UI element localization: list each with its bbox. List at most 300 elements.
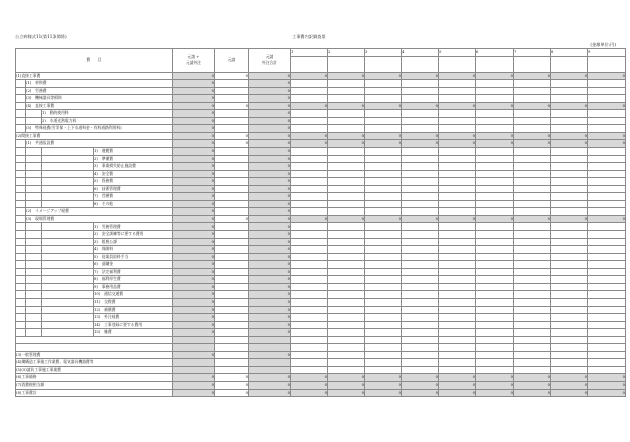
header-month-space-3 <box>365 56 402 72</box>
month-value <box>551 185 588 193</box>
header-col-c: 元請 外注合計 <box>249 49 291 73</box>
month-value <box>328 268 365 276</box>
indent-cell <box>16 80 26 88</box>
month-value <box>588 268 626 276</box>
month-value <box>402 351 439 359</box>
month-value <box>551 329 588 337</box>
value-a: 0 <box>173 80 215 88</box>
month-value <box>588 148 626 156</box>
month-value <box>291 185 328 193</box>
month-value <box>365 261 402 269</box>
month-value <box>588 125 626 133</box>
value-b <box>215 359 249 367</box>
table-row <box>16 366 626 374</box>
month-value: 0 <box>476 140 514 148</box>
value-a: 0 <box>173 178 215 186</box>
indent-cell <box>16 140 26 148</box>
month-value <box>551 238 588 246</box>
value-c: 0 <box>249 374 291 382</box>
month-value <box>365 178 402 186</box>
indent-cell <box>26 193 42 201</box>
month-value <box>328 80 365 88</box>
month-value <box>588 359 626 367</box>
indent-cell <box>16 148 26 156</box>
month-value <box>514 306 551 314</box>
month-value: 0 <box>365 374 402 382</box>
month-value <box>588 306 626 314</box>
month-value <box>514 200 551 208</box>
month-value <box>514 314 551 322</box>
month-value <box>551 253 588 261</box>
value-b <box>215 329 249 337</box>
table-row <box>16 200 626 208</box>
month-value <box>514 253 551 261</box>
month-value <box>402 223 439 231</box>
value-b <box>215 125 249 133</box>
month-value <box>402 246 439 254</box>
table-row <box>16 351 626 359</box>
month-value <box>328 125 365 133</box>
month-value <box>291 193 328 201</box>
indent-cell <box>26 223 42 231</box>
month-value <box>439 238 476 246</box>
month-value <box>514 95 551 103</box>
table-row <box>16 170 626 178</box>
indent-cell <box>16 95 26 103</box>
month-value <box>439 185 476 193</box>
month-value <box>514 366 551 374</box>
indent-cell <box>16 125 26 133</box>
month-value: 0 <box>291 132 328 140</box>
month-value <box>402 110 439 118</box>
header-month-space-9 <box>588 56 626 72</box>
month-value <box>514 298 551 306</box>
month-value <box>291 306 328 314</box>
month-value: 0 <box>551 102 588 110</box>
indent-cell <box>16 321 26 329</box>
value-c: 0 <box>249 306 291 314</box>
month-value <box>402 170 439 178</box>
month-value <box>476 148 514 156</box>
row-label: 8) 福利厚生費 <box>94 276 173 284</box>
month-value <box>365 336 402 344</box>
month-value <box>365 321 402 329</box>
month-value: 0 <box>476 381 514 389</box>
row-label: 9) 事務用品費 <box>94 283 173 291</box>
month-value: 0 <box>328 389 365 397</box>
row-label: 5) 役務費 <box>94 178 173 186</box>
month-value <box>551 276 588 284</box>
month-value <box>402 253 439 261</box>
month-value <box>476 306 514 314</box>
month-value <box>476 276 514 284</box>
month-value: 0 <box>291 72 328 80</box>
table-row <box>16 336 626 344</box>
indent-cell <box>16 298 26 306</box>
indent-cell <box>16 253 26 261</box>
month-value <box>291 80 328 88</box>
month-value <box>588 117 626 125</box>
month-value <box>402 155 439 163</box>
indent-cell <box>26 283 42 291</box>
value-a: 0 <box>173 185 215 193</box>
row-label: (7)消費税相当額 <box>16 381 173 389</box>
month-value <box>588 80 626 88</box>
month-value: 0 <box>588 72 626 80</box>
value-a: 0 <box>173 374 215 382</box>
value-b <box>215 261 249 269</box>
header-col-a: 元請 + 元請外注 <box>173 49 215 73</box>
month-value: 0 <box>365 389 402 397</box>
month-value <box>365 223 402 231</box>
value-c: 0 <box>249 283 291 291</box>
month-value <box>291 344 328 352</box>
month-value <box>365 238 402 246</box>
indent-cell <box>16 306 26 314</box>
table-row <box>16 231 626 239</box>
row-label: 2) 準備費 <box>94 155 173 163</box>
indent-cell <box>16 208 26 216</box>
month-value <box>514 336 551 344</box>
month-value <box>365 298 402 306</box>
row-label: (2) イメージアップ経費 <box>26 208 173 216</box>
month-value <box>328 344 365 352</box>
month-value <box>439 366 476 374</box>
month-value <box>328 231 365 239</box>
month-value <box>439 155 476 163</box>
month-value <box>439 268 476 276</box>
table-row <box>16 238 626 246</box>
month-value <box>439 193 476 201</box>
value-a: 0 <box>173 117 215 125</box>
table-row <box>16 125 626 133</box>
month-value <box>551 110 588 118</box>
month-value: 0 <box>514 102 551 110</box>
month-value: 0 <box>402 374 439 382</box>
month-value <box>328 148 365 156</box>
month-value <box>588 163 626 171</box>
row-label: 3) 事業損失防止施設費 <box>94 163 173 171</box>
table-row <box>16 268 626 276</box>
month-value <box>365 170 402 178</box>
month-value <box>439 223 476 231</box>
month-value <box>514 351 551 359</box>
month-value <box>365 110 402 118</box>
month-value <box>551 208 588 216</box>
indent-cell <box>26 170 42 178</box>
value-b <box>215 336 249 344</box>
value-c: 0 <box>249 193 291 201</box>
month-value <box>476 366 514 374</box>
month-value <box>365 193 402 201</box>
month-value: 0 <box>551 72 588 80</box>
value-c: 0 <box>249 102 291 110</box>
value-a: 0 <box>173 321 215 329</box>
indent-cell <box>26 163 42 171</box>
month-value <box>291 148 328 156</box>
indent-cell <box>16 238 26 246</box>
month-value <box>588 185 626 193</box>
indent-cell <box>42 276 94 284</box>
month-value: 0 <box>365 140 402 148</box>
month-value: 0 <box>402 132 439 140</box>
indent-cell <box>26 200 42 208</box>
value-c: 0 <box>249 208 291 216</box>
header-month-5: 5 <box>439 49 476 57</box>
indent-cell <box>26 314 42 322</box>
month-value <box>402 193 439 201</box>
value-b <box>215 185 249 193</box>
month-value <box>551 163 588 171</box>
month-value <box>365 291 402 299</box>
table-row <box>16 291 626 299</box>
header-month-3: 3 <box>365 49 402 57</box>
month-value: 0 <box>551 381 588 389</box>
month-value: 0 <box>439 389 476 397</box>
value-b: 0 <box>215 132 249 140</box>
month-value <box>291 359 328 367</box>
value-c: 0 <box>249 321 291 329</box>
value-a: 0 <box>173 298 215 306</box>
table-row <box>16 72 626 80</box>
value-a <box>173 359 215 367</box>
month-value <box>365 306 402 314</box>
value-a: 0 <box>173 231 215 239</box>
month-value <box>514 117 551 125</box>
value-b <box>215 306 249 314</box>
month-value <box>402 283 439 291</box>
month-value <box>439 283 476 291</box>
month-value <box>439 351 476 359</box>
table-row <box>16 163 626 171</box>
month-value <box>514 359 551 367</box>
month-value: 0 <box>514 389 551 397</box>
month-value <box>514 344 551 352</box>
value-b <box>215 80 249 88</box>
value-a: 0 <box>173 110 215 118</box>
indent-cell <box>42 261 94 269</box>
value-c: 0 <box>249 246 291 254</box>
header-month-space-7 <box>514 56 551 72</box>
value-b <box>215 223 249 231</box>
row-label: (5)(5)請負工事施工事業費 <box>16 366 173 374</box>
month-value <box>551 200 588 208</box>
month-value <box>402 208 439 216</box>
table-row <box>16 185 626 193</box>
value-b <box>215 366 249 374</box>
row-label: 6) 退職金 <box>94 261 173 269</box>
indent-cell <box>16 110 26 118</box>
value-c <box>249 366 291 374</box>
table-row <box>16 208 626 216</box>
indent-cell <box>42 306 94 314</box>
month-value <box>439 80 476 88</box>
value-c: 0 <box>249 298 291 306</box>
month-value <box>439 231 476 239</box>
value-c: 0 <box>249 110 291 118</box>
month-value <box>402 336 439 344</box>
month-value <box>291 291 328 299</box>
month-value <box>551 170 588 178</box>
month-value <box>514 238 551 246</box>
month-value <box>328 314 365 322</box>
row-label: 6) 技術管理費 <box>94 185 173 193</box>
value-c: 0 <box>249 140 291 148</box>
month-value <box>476 336 514 344</box>
value-b <box>215 298 249 306</box>
value-c: 0 <box>249 253 291 261</box>
month-value <box>476 298 514 306</box>
month-value <box>402 95 439 103</box>
month-value <box>402 178 439 186</box>
value-c: 0 <box>249 72 291 80</box>
value-c: 0 <box>249 132 291 140</box>
value-a: 0 <box>173 381 215 389</box>
value-c: 0 <box>249 125 291 133</box>
month-value: 0 <box>551 132 588 140</box>
month-value <box>588 155 626 163</box>
indent-cell <box>16 291 26 299</box>
row-label: 1) 運搬費 <box>94 148 173 156</box>
value-a: 0 <box>173 291 215 299</box>
indent-cell <box>16 87 26 95</box>
value-b <box>215 193 249 201</box>
month-value <box>291 261 328 269</box>
indent-cell <box>16 231 26 239</box>
indent-cell <box>42 223 94 231</box>
indent-cell <box>16 200 26 208</box>
month-value <box>588 200 626 208</box>
month-value <box>476 178 514 186</box>
month-value <box>551 95 588 103</box>
month-value <box>476 163 514 171</box>
month-value <box>439 329 476 337</box>
value-b <box>215 314 249 322</box>
month-value <box>291 208 328 216</box>
month-value <box>588 261 626 269</box>
value-a: 0 <box>173 208 215 216</box>
value-b: 0 <box>215 102 249 110</box>
month-value <box>328 253 365 261</box>
month-value <box>476 87 514 95</box>
month-value <box>365 185 402 193</box>
table-header <box>16 49 626 73</box>
month-value <box>588 283 626 291</box>
month-value <box>402 366 439 374</box>
month-value <box>402 80 439 88</box>
table-row <box>16 87 626 95</box>
indent-cell <box>16 178 26 186</box>
row-label: 15) 雑費 <box>94 329 173 337</box>
indent-cell <box>16 117 26 125</box>
month-value <box>476 193 514 201</box>
indent-cell <box>16 163 26 171</box>
month-value: 0 <box>476 72 514 80</box>
indent-cell <box>26 238 42 246</box>
month-value <box>476 95 514 103</box>
value-a: 0 <box>173 215 215 223</box>
value-c: 0 <box>249 389 291 397</box>
row-label: 2) 水道光熱電力料 <box>42 117 173 125</box>
month-value <box>588 246 626 254</box>
month-value <box>291 298 328 306</box>
table-row <box>16 321 626 329</box>
indent-cell <box>26 231 42 239</box>
month-value <box>365 276 402 284</box>
table-row <box>16 344 626 352</box>
indent-cell <box>26 246 42 254</box>
month-value <box>514 185 551 193</box>
month-value: 0 <box>328 374 365 382</box>
month-value <box>365 366 402 374</box>
indent-cell <box>16 155 26 163</box>
month-value <box>365 80 402 88</box>
month-value <box>588 170 626 178</box>
month-value <box>514 268 551 276</box>
value-a: 0 <box>173 329 215 337</box>
row-label: 7) 法定福利費 <box>94 268 173 276</box>
month-value <box>514 283 551 291</box>
month-value: 0 <box>402 389 439 397</box>
value-a: 0 <box>173 261 215 269</box>
month-value <box>551 178 588 186</box>
value-b: 0 <box>215 140 249 148</box>
table-row <box>16 95 626 103</box>
month-value <box>551 148 588 156</box>
month-value <box>588 110 626 118</box>
month-value <box>402 306 439 314</box>
month-value: 0 <box>588 374 626 382</box>
value-b <box>215 276 249 284</box>
indent-cell <box>16 102 26 110</box>
indent-cell <box>42 148 94 156</box>
month-value: 0 <box>291 140 328 148</box>
month-value <box>291 314 328 322</box>
form-id: 公立病様式11(第11条関係) <box>15 34 67 39</box>
month-value <box>365 148 402 156</box>
month-value <box>402 231 439 239</box>
month-value <box>551 231 588 239</box>
table-row <box>16 102 626 110</box>
table-row <box>16 148 626 156</box>
month-value: 0 <box>551 140 588 148</box>
header-month-space-6 <box>476 56 514 72</box>
value-c: 0 <box>249 178 291 186</box>
indent-cell <box>26 291 42 299</box>
month-value: 0 <box>365 102 402 110</box>
value-b <box>215 155 249 163</box>
table-row <box>16 389 626 397</box>
month-value: 0 <box>588 140 626 148</box>
month-value <box>328 223 365 231</box>
indent-cell <box>16 193 26 201</box>
month-value <box>588 95 626 103</box>
month-value <box>328 95 365 103</box>
value-b <box>215 117 249 125</box>
month-value <box>402 238 439 246</box>
row-label: 7) 営繕費 <box>94 193 173 201</box>
row-label: (1)直接工事費 <box>16 72 173 80</box>
month-value <box>328 208 365 216</box>
value-c: 0 <box>249 268 291 276</box>
value-b <box>215 253 249 261</box>
header-month-1: 1 <box>291 49 328 57</box>
month-value <box>365 253 402 261</box>
table-row <box>16 155 626 163</box>
value-c: 0 <box>249 200 291 208</box>
month-value <box>365 87 402 95</box>
month-value <box>588 223 626 231</box>
